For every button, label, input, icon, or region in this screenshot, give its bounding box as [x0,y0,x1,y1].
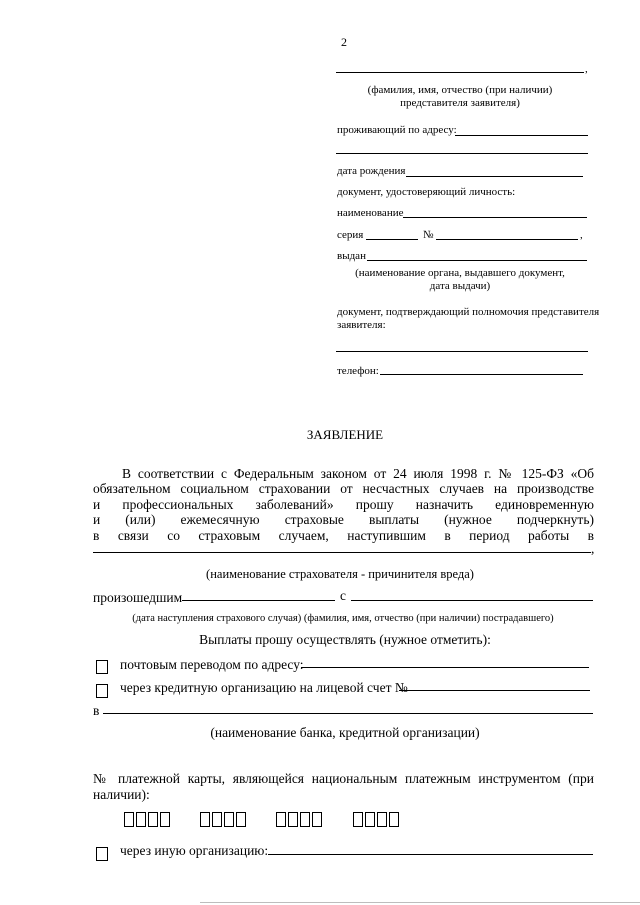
fio-caption-1: (фамилия, имя, отчество (при наличии) [367,84,553,96]
bank-in-label: в [93,703,100,718]
card-label-line-1: № платежной карты, являющейся национальным платежным инструментом (при [93,771,594,786]
authority-input-line[interactable] [336,351,588,352]
fio-comma: , [585,63,588,75]
birth-date-label: дата рождения [337,165,406,177]
issuer-caption-1: (наименование органа, выдавшего документ, [355,267,565,279]
address-input-line[interactable] [455,135,588,136]
victim-fio-input-line[interactable] [351,600,593,601]
card-digit-box[interactable] [365,812,375,827]
doc-name-label: наименование [337,207,404,219]
insurer-input-line[interactable] [93,552,591,553]
card-digit-box[interactable] [312,812,322,827]
card-digit-box[interactable] [389,812,399,827]
address-input-line-2[interactable] [336,153,588,154]
paragraph-line-4: и (или) ежемесячную страховые выплаты (нужное подчеркнуть) [93,512,594,527]
card-digit-box[interactable] [212,812,222,827]
card-digit-box[interactable] [136,812,146,827]
paragraph-line-2: обязательном социальном страховании от несчастных случаев на производстве [93,481,594,496]
card-digit-box[interactable] [300,812,310,827]
other-option-label: через иную организацию: [120,843,269,858]
address-label: проживающий по адресу: [337,124,457,136]
bank-option-label: через кредитную организацию на лицевой счет № [120,680,408,695]
payment-heading: Выплаты прошу осуществлять (нужное отметить): [199,632,491,647]
fio-input-line[interactable] [336,72,584,73]
bank-caption: (наименование банка, кредитной организации) [210,725,480,740]
card-digit-box[interactable] [353,812,363,827]
card-digit-box[interactable] [224,812,234,827]
card-digit-box[interactable] [276,812,286,827]
page-number: 2 [341,35,347,49]
card-digit-box[interactable] [124,812,134,827]
post-option-label: почтовым переводом по адресу: [120,657,304,672]
card-number-boxes[interactable] [124,812,424,830]
card-digit-box[interactable] [377,812,387,827]
card-digit-box[interactable] [148,812,158,827]
card-digit-group-4[interactable] [353,812,401,827]
series-input-line[interactable] [366,239,418,240]
issued-input-line[interactable] [367,260,587,261]
scan-edge-line [200,902,640,903]
insurer-line-comma: , [591,541,595,556]
insurer-caption: (наименование страхователя - причинителя вреда) [206,567,474,581]
paragraph-line-3: и профессиональных заболеваний» прошу назначить единовременную [93,497,594,512]
bank-name-input-line[interactable] [103,713,593,714]
occurred-caption: (дата наступления страхового случая) (фамилия, имя, отчество (при наличии) пострадавшего) [132,613,554,624]
card-digit-group-2[interactable] [200,812,248,827]
authority-label-1: документ, подтверждающий полномочия представителя [337,306,600,318]
series-label: серия [337,229,364,241]
card-label-line-2: наличии): [93,787,150,802]
card-digit-box[interactable] [236,812,246,827]
bank-option-checkbox[interactable] [96,684,108,698]
fio-caption-2: представителя заявителя) [400,97,520,109]
post-option-checkbox[interactable] [96,660,108,674]
issuer-caption-2: дата выдачи) [429,280,491,292]
other-option-checkbox[interactable] [96,847,108,861]
card-digit-box[interactable] [288,812,298,827]
phone-input-line[interactable] [380,374,583,375]
account-number-input-line[interactable] [399,690,590,691]
paragraph-line-5: в связи со страховым случаем, наступившим в период работы в [93,528,594,543]
occurred-label: произошедшим [93,590,183,605]
id-document-label: документ, удостоверяющий личность: [337,186,516,198]
paragraph-line-1: В соответствии с Федеральным законом от 24 июля 1998 г. № 125-ФЗ «Об [122,466,594,481]
other-org-input-line[interactable] [268,854,593,855]
card-digit-box[interactable] [160,812,170,827]
doc-name-input-line[interactable] [403,217,587,218]
issued-label: выдан [337,250,366,262]
card-digit-box[interactable] [200,812,210,827]
card-digit-group-3[interactable] [276,812,324,827]
statement-title: ЗАЯВЛЕНИЕ [306,427,384,442]
series-comma: , [580,229,583,241]
phone-label: телефон: [337,365,379,377]
number-label: № [423,229,434,241]
card-digit-group-1[interactable] [124,812,172,827]
with-label: с [340,588,346,603]
birth-date-input-line[interactable] [406,176,583,177]
number-input-line[interactable] [436,239,578,240]
authority-label-2: заявителя: [337,319,386,331]
post-address-input-line[interactable] [301,667,589,668]
occurred-date-input-line[interactable] [182,600,335,601]
